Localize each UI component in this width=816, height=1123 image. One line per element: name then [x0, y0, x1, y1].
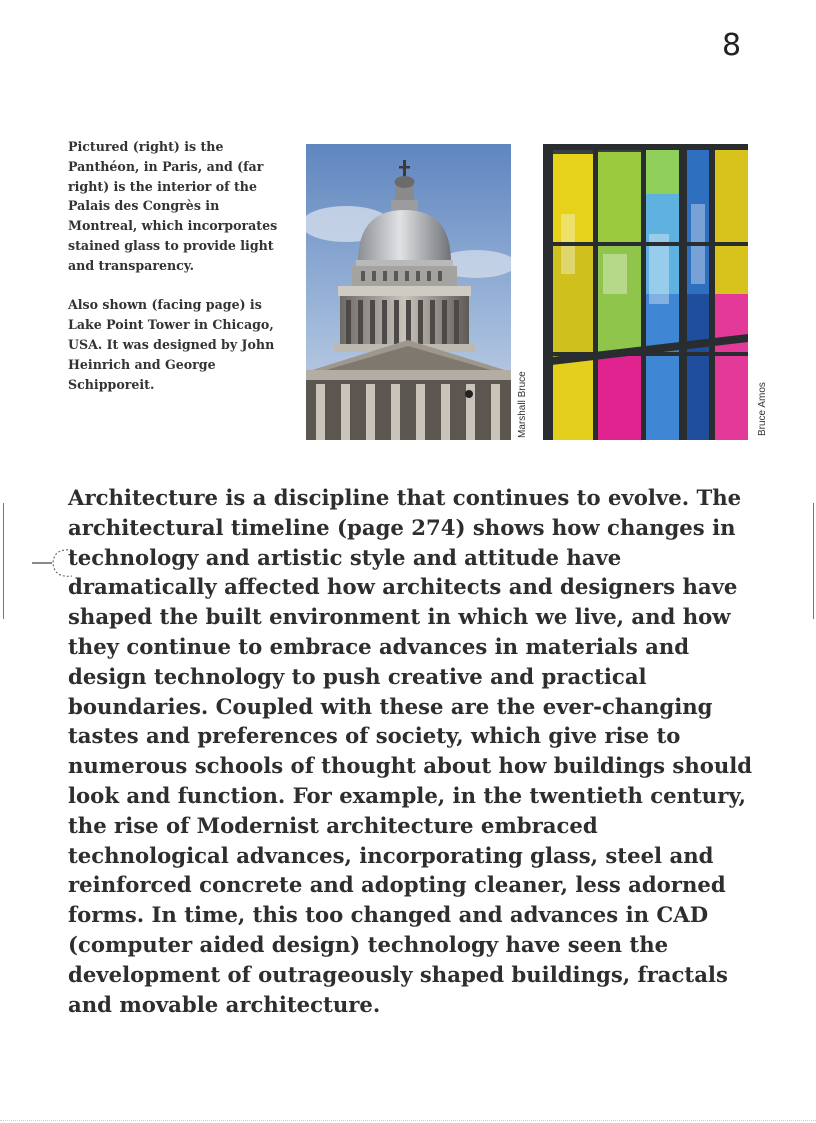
stained-glass-photo — [543, 144, 748, 440]
main-body-paragraph: Architecture is a discipline that continues to evolve. The architectural timeline (page 274) shows how changes in technology and artistic style and attitude have dramatically affected how architects and designers have shaped the built environment in which we live, and how they continue to embrace advances in materials and design technology to push creative and practical boundaries. Coupled with these are the ever-changing tastes and preferences of society, which give rise to numerous schools of thought about how buildings should look and function. For example, in the twentieth century, the rise of Modernist architecture embraced technological advances, incorporating glass, steel and reinforced concrete and adopting cleaner, less adorned forms. In time, this too changed and advances in CAD (computer aided design) technology have seen the development of outrageously shaped buildings, fractals and movable architecture. — [68, 485, 753, 1017]
page-bottom-edge — [0, 1120, 816, 1121]
caption-paragraph-1: Pictured (right) is the Panthéon, in Paris, and (far right) is the interior of the Palais des Congrès in Montreal, which incorporates stained glass to provide light and transparency. — [68, 139, 278, 273]
right-margin-rule — [813, 503, 814, 619]
left-margin-rule — [3, 503, 4, 619]
caption-paragraph-2: Also shown (facing page) is Lake Point Tower in Chicago, USA. It was designed by John Heinrich and George Schipporeit. — [68, 297, 275, 392]
pantheon-photo — [306, 144, 511, 440]
photo-caption — [68, 137, 283, 414]
pantheon-photo-credit: Marshall Bruce — [517, 371, 528, 438]
stained-glass-photo-credit: Bruce Amos — [757, 382, 768, 436]
page-number: 8 — [722, 28, 742, 63]
